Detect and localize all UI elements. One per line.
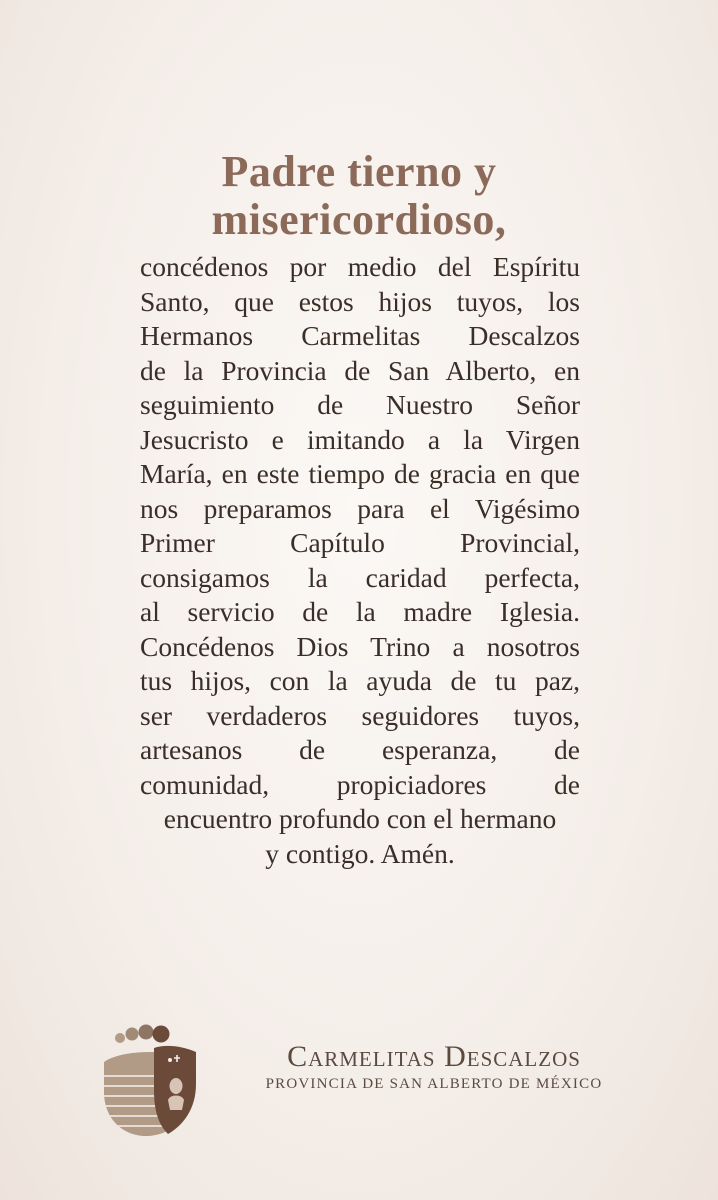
prayer-line: concédenos por medio del Espíritu — [140, 251, 580, 282]
prayer-line: Concédenos Dios Trino a nosotros — [140, 630, 580, 662]
prayer-line: Santo, que estos hijos tuyos, los — [140, 285, 580, 317]
prayer-line: encuentro profundo con el hermano — [163, 803, 557, 834]
prayer-line: y contigo. Amén. — [265, 837, 455, 869]
prayer-line: Hermanos Carmelitas Descalzos — [140, 320, 580, 351]
footer-brand — [254, 1040, 614, 1093]
prayer-line: Jesucristo e imitando a la Virgen — [140, 423, 580, 455]
prayer-line: nos preparamos para el Vigésimo — [140, 492, 580, 524]
prayer-line: al servicio de la madre Iglesia. — [140, 596, 580, 627]
prayer-line: seguimiento de Nuestro Señor — [140, 389, 580, 420]
prayer-line: María, en este tiempo de gracia en que — [140, 458, 580, 489]
org-name: Carmelitas Descalzos — [287, 1040, 581, 1073]
prayer-title — [0, 148, 718, 244]
prayer-line: comunidad, propiciadores de — [140, 768, 580, 800]
prayer-title-line-2: misericordioso, — [211, 195, 507, 244]
prayer-line: artesanos de esperanza, de — [140, 734, 580, 765]
prayer-line: Primer Capítulo Provincial, — [140, 527, 580, 558]
prayer-title-line-1: Padre tierno y — [221, 147, 497, 196]
prayer-line: de la Provincia de San Alberto, en — [140, 354, 580, 386]
prayer-line: ser verdaderos seguidores tuyos, — [140, 699, 580, 731]
org-subtitle: PROVINCIA DE SAN ALBERTO DE MÉXICO — [265, 1076, 603, 1092]
prayer-line: consigamos la caridad perfecta, — [140, 561, 580, 593]
prayer-body — [140, 250, 580, 871]
prayer-line: tus hijos, con la ayuda de tu paz, — [140, 665, 580, 696]
carmelite-shield-logo-icon — [96, 1020, 226, 1140]
